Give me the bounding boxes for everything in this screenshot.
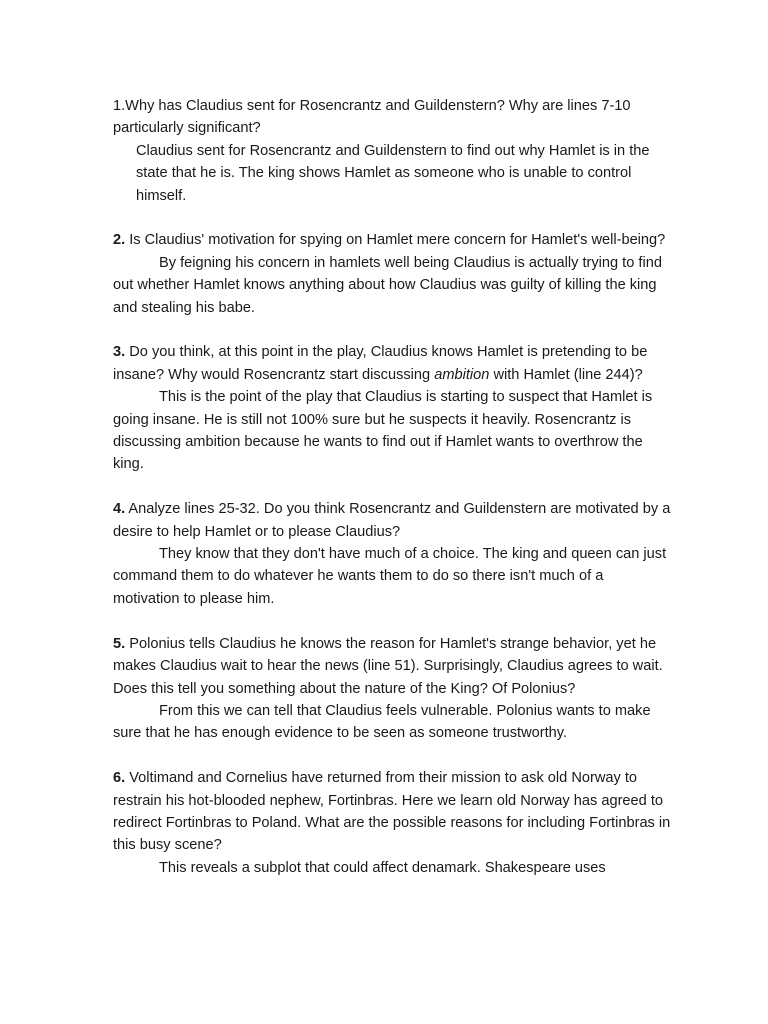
question-text: Analyze lines 25-32. Do you think Rosencrantz and Guildenstern are motivated by a desire to help Hamlet or to please Claudius? [113,501,671,540]
question-block-2 [113,229,673,319]
question-number: 1. [113,98,126,114]
question-6 [113,767,673,857]
question-number: 5. [113,635,126,652]
question-1 [113,95,673,140]
question-number: 6. [113,770,126,787]
answer-1: Claudius sent for Rosencrantz and Guildenstern to find out why Hamlet is in the state that he is. The king shows Hamlet as someone who is unable to control himself. [136,142,650,204]
question-block-3 [113,341,673,475]
answer-2: By feigning his concern in hamlets well being Claudius is actually trying to find out whether Hamlet knows anything about how Claudius was guilty of killing the king and stealing his babe. [113,254,662,316]
question-5 [113,633,673,700]
document-page [113,95,673,879]
answer-5: From this we can tell that Claudius feels vulnerable. Polonius wants to make sure that he has enough evidence to be seen as someone trustworthy. [113,702,651,742]
question-emphasis: ambition [434,366,490,383]
question-block-4 [113,498,673,610]
question-text: Voltimand and Cornelius have returned from their mission to ask old Norway to restrain his hot-blooded nephew, Fortinbras. Here we learn old Norway has agreed to redirect Fortinbras to Poland. What are the possible reasons for including Fortinbras in this busy scene? [113,770,671,854]
question-4 [113,498,673,543]
question-text: Why has Claudius sent for Rosencrantz and Guildenstern? Why are lines 7-10 particularly significant? [113,98,631,137]
question-block-5 [113,633,673,745]
question-number: 3. [113,344,126,361]
question-block-6 [113,767,673,879]
question-block-1 [113,95,673,207]
question-number: 2. [113,232,126,249]
question-text: Is Claudius' motivation for spying on Hamlet mere concern for Hamlet's well-being? [129,232,666,249]
question-text: Polonius tells Claudius he knows the reason for Hamlet's strange behavior, yet he makes Claudius wait to hear the news (line 51). Surprisingly, Claudius agrees to wait. Does this tell you something about the nature of the King? Of Polonius? [113,635,663,697]
answer-3: This is the point of the play that Claudius is starting to suspect that Hamlet is going insane. He is still not 100% sure but he suspects it heavily. Rosencrantz is discussing ambition because he wants to find out if Hamlet wants to overthrow the king. [113,389,653,473]
question-2 [113,229,673,251]
answer-4: They know that they don't have much of a choice. The king and queen can just command them to do whatever he wants them to do so there isn't much of a motivation to please him. [113,546,667,607]
answer-6: This reveals a subplot that could affect denamark. Shakespeare uses [159,859,606,876]
question-text-end: with Hamlet (line 244)? [489,366,643,383]
question-number: 4. [113,501,126,518]
question-text: Do you think, at this point in the play, Claudius knows Hamlet is pretending to be insane? Why would Rosencrantz start discussing [113,344,648,383]
question-3 [113,341,673,386]
